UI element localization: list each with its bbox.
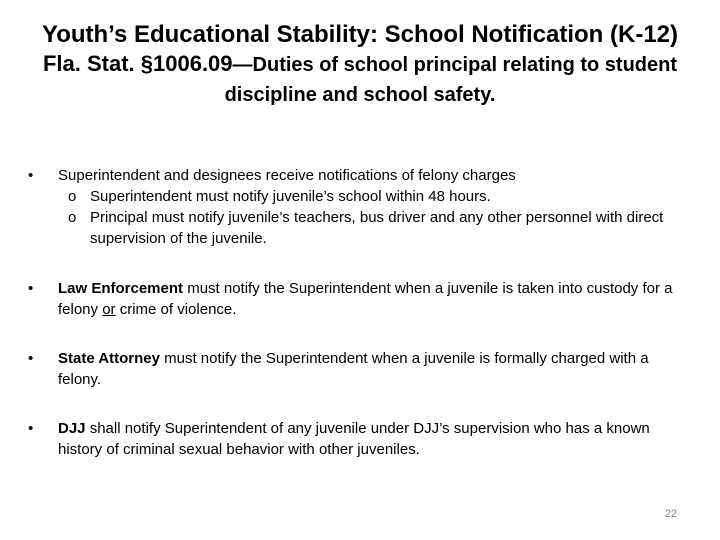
sub-bullet-icon: o	[68, 209, 77, 226]
sub-bullet-item	[58, 186, 688, 207]
bullet-text-end: crime of violence.	[115, 301, 237, 318]
agency-label: State Attorney	[58, 350, 160, 367]
page-number: 22	[664, 508, 677, 520]
agency-label: DJJ	[58, 420, 86, 437]
bullet-item	[28, 348, 688, 390]
agency-label: Law Enforcement	[58, 280, 184, 297]
bullet-text: must notify the Superintendent when a juvenile is formally charged with a felony.	[58, 350, 649, 388]
underlined-word: or	[102, 301, 116, 318]
bullet-list	[28, 165, 688, 460]
bullet-icon: •	[28, 280, 34, 297]
sub-bullet-item	[58, 207, 688, 249]
bullet-icon: •	[28, 350, 34, 367]
statute-description: —Duties of school principal relating to student discipline and school safety.	[224, 54, 678, 106]
bullet-text: shall notify Superintendent of any juvenile under DJJ’s supervision who has a known history of criminal sexual behavior with other juveniles.	[58, 420, 650, 458]
slide-title	[30, 20, 690, 109]
title-line-1: Youth’s Educational Stability: School Notification (K-12)	[41, 21, 679, 48]
sub-bullet-icon: o	[68, 188, 77, 205]
bullet-icon: •	[28, 420, 34, 437]
bullet-text: must notify the Superintendent when a juvenile is taken into custody for a felony	[58, 280, 673, 318]
bullet-item	[28, 165, 688, 249]
bullet-icon: •	[28, 167, 34, 184]
bullet-item	[28, 278, 688, 320]
title-line-2	[30, 49, 690, 109]
bullet-item	[28, 418, 688, 460]
bullet-text: Superintendent and designees receive notifications of felony charges	[58, 167, 516, 184]
sub-bullet-text: Principal must notify juvenile’s teachers, bus driver and any other personnel with direct supervision of the juvenile.	[90, 209, 664, 247]
sub-bullet-text: Superintendent must notify juvenile’s school within 48 hours.	[90, 188, 491, 205]
statute-reference: Fla. Stat. §1006.09	[42, 51, 233, 76]
